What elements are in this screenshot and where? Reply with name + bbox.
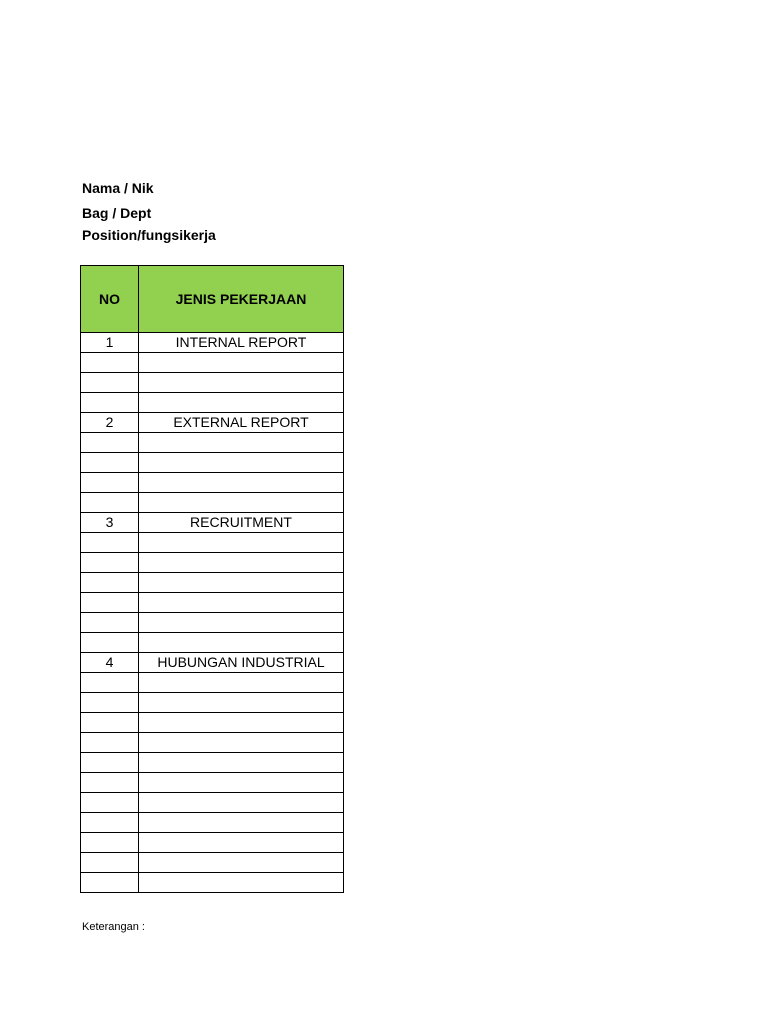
- cell-jenis-pekerjaan: [139, 533, 344, 553]
- cell-jenis-pekerjaan: [139, 633, 344, 653]
- cell-no: 1: [81, 333, 139, 353]
- cell-jenis-pekerjaan: [139, 593, 344, 613]
- table-row: [81, 333, 344, 353]
- cell-no: [81, 453, 139, 473]
- cell-no: [81, 613, 139, 633]
- cell-jenis-pekerjaan: [139, 573, 344, 593]
- cell-jenis-pekerjaan: [139, 373, 344, 393]
- cell-no: [81, 813, 139, 833]
- cell-jenis-pekerjaan: [139, 793, 344, 813]
- table-row: [81, 373, 344, 393]
- cell-jenis-pekerjaan: [139, 393, 344, 413]
- cell-no: [81, 753, 139, 773]
- cell-jenis-pekerjaan: HUBUNGAN INDUSTRIAL: [139, 653, 344, 673]
- keterangan-label: Keterangan :: [82, 921, 145, 933]
- cell-no: 4: [81, 653, 139, 673]
- cell-jenis-pekerjaan: [139, 713, 344, 733]
- table-row: [81, 353, 344, 373]
- work-table: [80, 265, 344, 893]
- cell-no: [81, 533, 139, 553]
- table-row: [81, 593, 344, 613]
- table-row: [81, 493, 344, 513]
- cell-jenis-pekerjaan: [139, 453, 344, 473]
- table-row: [81, 713, 344, 733]
- table-row: [81, 413, 344, 433]
- cell-jenis-pekerjaan: [139, 733, 344, 753]
- table-row: [81, 453, 344, 473]
- cell-jenis-pekerjaan: RECRUITMENT: [139, 513, 344, 533]
- cell-no: [81, 573, 139, 593]
- cell-jenis-pekerjaan: [139, 873, 344, 893]
- table-row: [81, 573, 344, 593]
- table-row: [81, 773, 344, 793]
- cell-no: [81, 713, 139, 733]
- cell-no: [81, 873, 139, 893]
- cell-no: [81, 733, 139, 753]
- table-row: [81, 653, 344, 673]
- cell-jenis-pekerjaan: [139, 353, 344, 373]
- cell-no: [81, 633, 139, 653]
- cell-jenis-pekerjaan: [139, 693, 344, 713]
- table-row: [81, 473, 344, 493]
- cell-jenis-pekerjaan: EXTERNAL REPORT: [139, 413, 344, 433]
- cell-no: [81, 593, 139, 613]
- table-row: [81, 433, 344, 453]
- table-row: [81, 393, 344, 413]
- cell-jenis-pekerjaan: [139, 613, 344, 633]
- table-row: [81, 753, 344, 773]
- position-label: Position/fungsikerja: [82, 227, 216, 243]
- table-row: [81, 813, 344, 833]
- cell-no: 2: [81, 413, 139, 433]
- table-row: [81, 513, 344, 533]
- cell-no: [81, 433, 139, 453]
- table-row: [81, 853, 344, 873]
- cell-jenis-pekerjaan: [139, 553, 344, 573]
- table-row: [81, 553, 344, 573]
- cell-no: [81, 373, 139, 393]
- header-no: NO: [81, 266, 139, 333]
- cell-jenis-pekerjaan: [139, 813, 344, 833]
- cell-jenis-pekerjaan: [139, 833, 344, 853]
- table-row: [81, 673, 344, 693]
- cell-no: [81, 353, 139, 373]
- cell-no: [81, 853, 139, 873]
- table-row: [81, 793, 344, 813]
- cell-no: [81, 833, 139, 853]
- cell-jenis-pekerjaan: [139, 773, 344, 793]
- header-jenis-pekerjaan: JENIS PEKERJAAN: [139, 266, 344, 333]
- cell-no: [81, 693, 139, 713]
- table-row: [81, 613, 344, 633]
- cell-jenis-pekerjaan: [139, 433, 344, 453]
- cell-no: 3: [81, 513, 139, 533]
- table-header-row: [81, 266, 344, 333]
- bag-dept-label: Bag / Dept: [82, 205, 152, 221]
- table-body: [81, 333, 344, 893]
- cell-jenis-pekerjaan: [139, 853, 344, 873]
- cell-no: [81, 393, 139, 413]
- table-row: [81, 693, 344, 713]
- cell-no: [81, 673, 139, 693]
- nama-nik-label: Nama / Nik: [82, 180, 154, 196]
- cell-no: [81, 553, 139, 573]
- cell-jenis-pekerjaan: INTERNAL REPORT: [139, 333, 344, 353]
- table-row: [81, 733, 344, 753]
- table-row: [81, 533, 344, 553]
- cell-no: [81, 473, 139, 493]
- cell-no: [81, 773, 139, 793]
- cell-no: [81, 793, 139, 813]
- table-row: [81, 633, 344, 653]
- cell-no: [81, 493, 139, 513]
- table-row: [81, 873, 344, 893]
- cell-jenis-pekerjaan: [139, 473, 344, 493]
- table-row: [81, 833, 344, 853]
- cell-jenis-pekerjaan: [139, 753, 344, 773]
- cell-jenis-pekerjaan: [139, 493, 344, 513]
- cell-jenis-pekerjaan: [139, 673, 344, 693]
